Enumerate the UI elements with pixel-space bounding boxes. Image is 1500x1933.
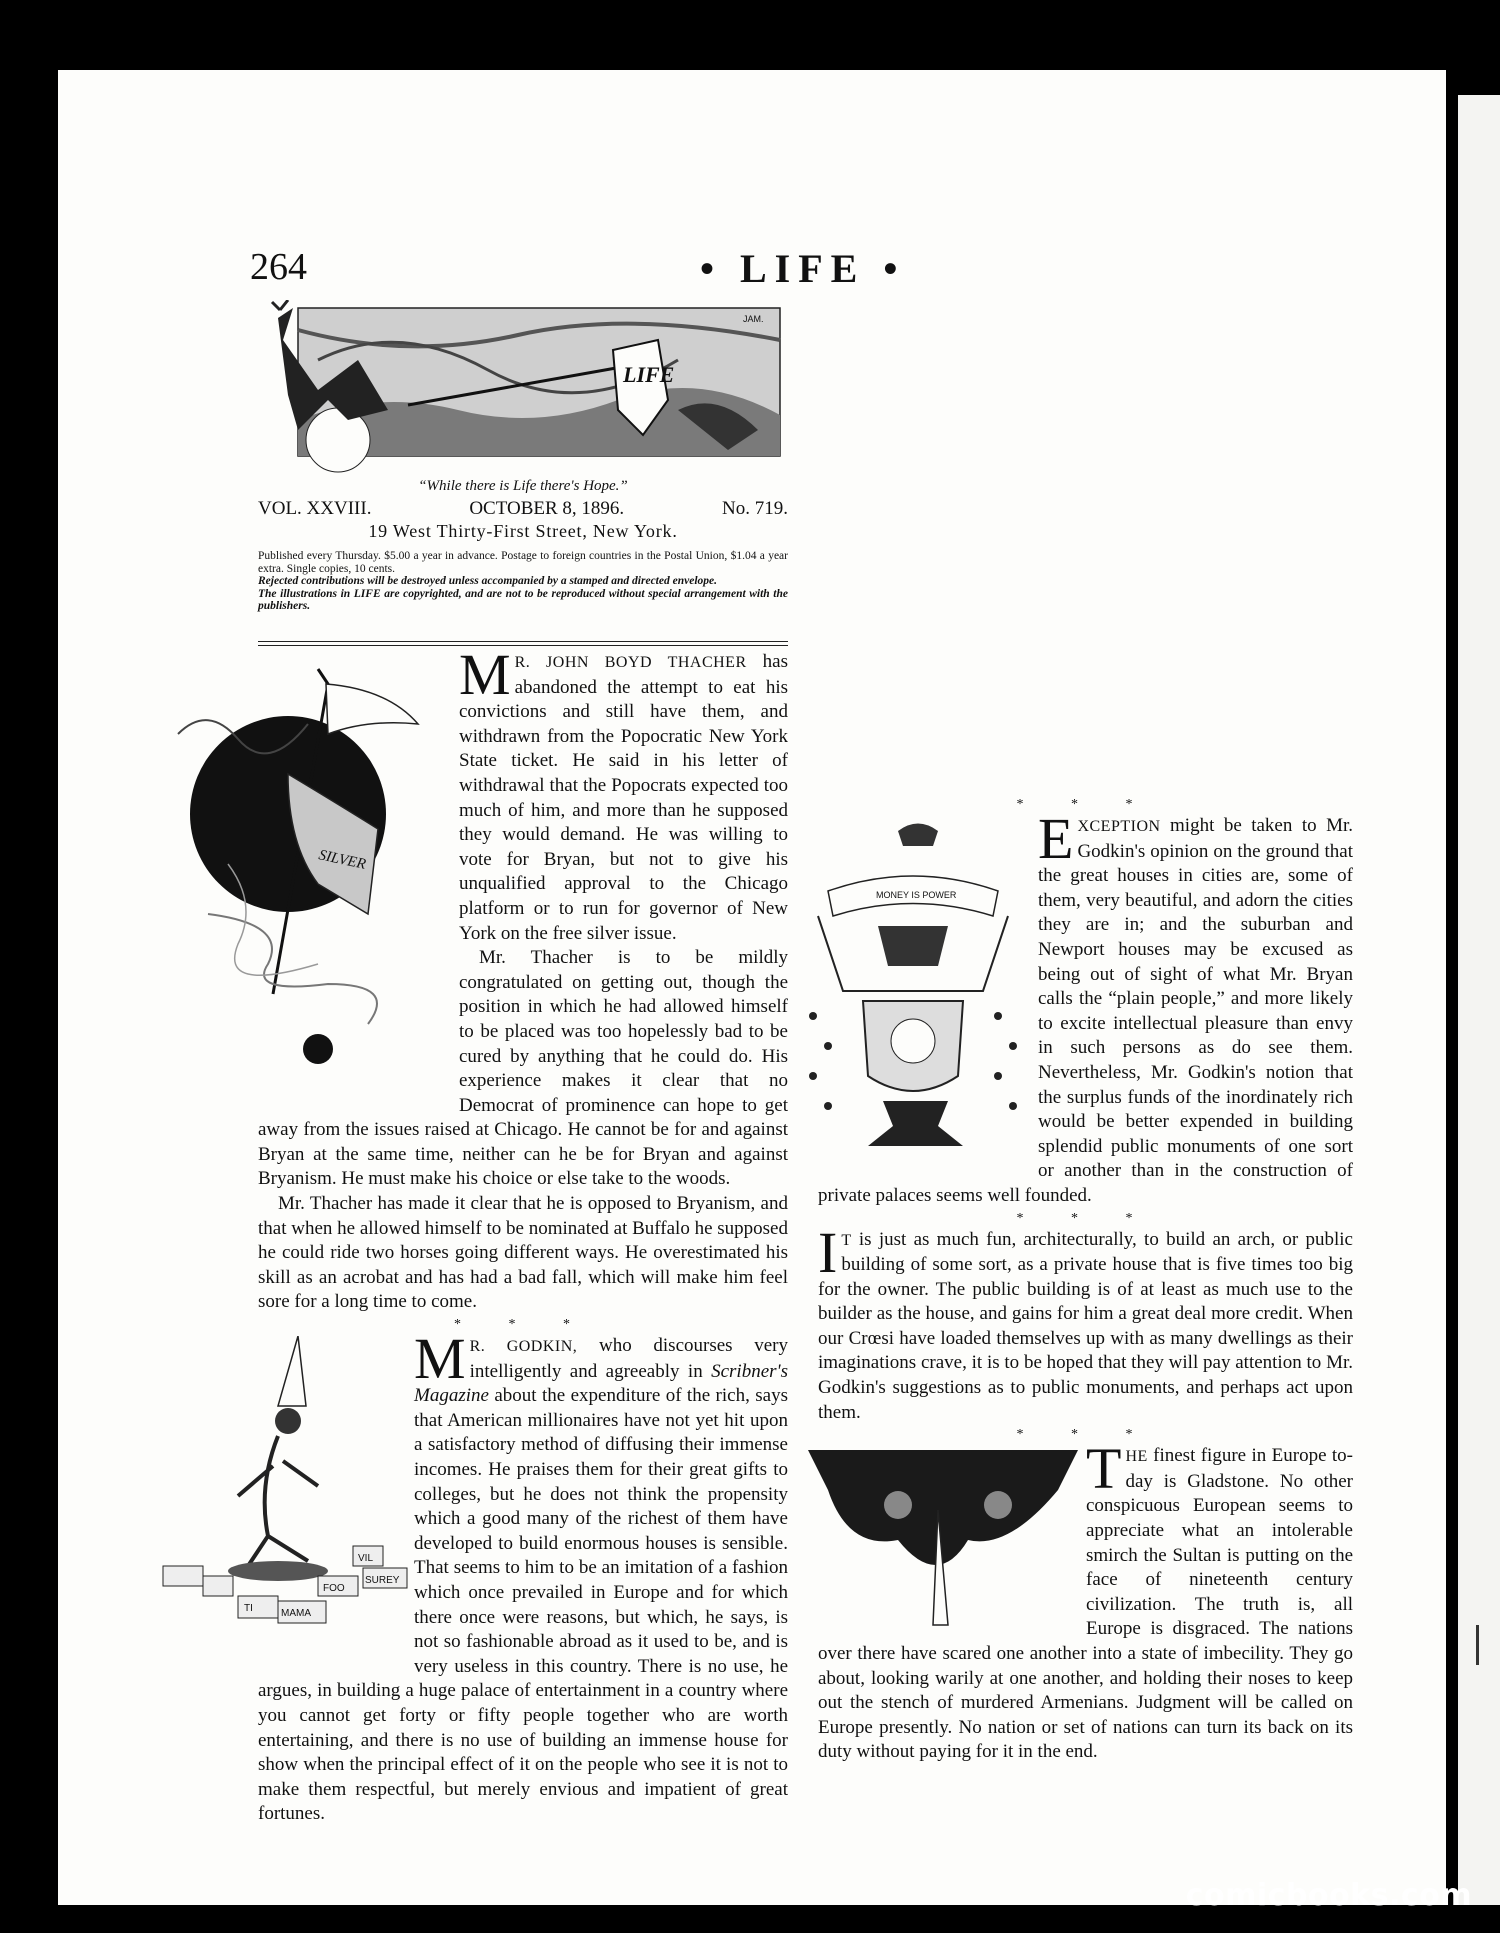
masthead-title: • LIFE • (700, 246, 906, 291)
section-separator: * * * (454, 1317, 592, 1333)
architecture-paragraph (818, 1219, 1353, 1426)
publication-notice (258, 550, 788, 613)
lead-in: XCEPTION (1077, 818, 1161, 835)
thacher-paragraph-3: Mr. Thacher has made it clear that he is opposed to Bryanism, and that when he allowed himself to be nominated at Buffalo he supposed he could ride two horses going different ways. He overestimated his skill as an acrobat and has had a bad fall, which will make him feel sore for a long time to come. (258, 1193, 788, 1313)
paragraph-text: finest figure in Europe to-day is Gladstone. No other conspicuous European seems to appreciate what an intolerable smirch the Sultan is putting on the face of nineteenth century civilization. The truth is, all Europe is disgraced. The nations over there have scared one another into a state of imbecility. They go about, looking warily at one another, and holding their noses to keep out the stench of murdered Armenians. Judgment will be called on Europe presently. No nation or set of nations can turn its back on its duty without paying for it in the end. (818, 1445, 1353, 1763)
page-number: 264 (250, 246, 307, 288)
money-is-power-illustration (798, 816, 1028, 1161)
block-label: VIL (358, 1553, 374, 1565)
contributions-notice: Rejected contributions will be destroyed unless accompanied by a stamped and directed envelope. (258, 575, 717, 587)
lead-in: HE (1125, 1448, 1148, 1466)
block-label: FOO (323, 1583, 345, 1595)
header-motto: “While there is Life there's Hope.” (418, 478, 628, 494)
section-separator: * * * (1016, 1210, 1155, 1226)
sword-illustration (808, 1450, 1078, 1635)
header-illustration (258, 300, 788, 475)
paragraph-text: who discourses very intelligently and agreeably in (469, 1335, 788, 1382)
paragraph-text: has abandoned the attempt to eat his convictions and still have them, and withdrawn from the Popocratic New York State ticket. He said in his letter of withdrawal that the Popocrats expected too much of him, and more than he supposed they would demand. He was willing to vote for Bryan, but not to give his unqualified approval to the Chicago platform or to run for governor of New York on the free silver issue. (459, 651, 788, 944)
block-label: SUREY (365, 1575, 400, 1587)
issue-number: No. 719. (722, 498, 788, 519)
facing-page-mark (1476, 1625, 1479, 1665)
issue-date: OCTOBER 8, 1896. (469, 498, 625, 519)
drop-cap: M (459, 642, 511, 707)
silver-flag-illustration (168, 664, 453, 1109)
watermark: comicbooks.com (1185, 1878, 1472, 1913)
banner-text: MONEY IS POWER (876, 890, 957, 900)
lead-in: R. JOHN BOYD THACHER (514, 654, 747, 671)
thacher-paragraph-2: Mr. Thacher is to be mildly congratulated on getting out, though the position in which he had allowed himself to be placed was too hopelessly bad to be cured by anything that he could do. His experience makes it clear that no Democrat of prominence can hope to get away from the issues raised at Chicago. He cannot be for and against Bryan at the same time, neither can he be for Bryan and against Bryanism. He must make his choice or else take to the woods. (258, 947, 788, 1190)
silver-flag-text: SILVER (317, 847, 368, 873)
subscription-notice: Published every Thursday. $5.00 a year in advance. Postage to foreign countries in the Postal Union, $1.04 a year extra. Single copies, 10 cents. (258, 550, 788, 575)
right-column (818, 795, 1353, 1765)
dunce-blocks-illustration (158, 1336, 408, 1666)
block-label: MAMA (281, 1608, 311, 1620)
paragraph-text: about the expenditure of the rich, says that American millionaires have not yet hit upon a satisfactory method of diffusing their immense incomes. He praises them for their great gifts to colleges, but he does not think the propensity which a good many of the richest of them have developed to build enormous houses is sensible. That seems to him to be an imitation of a fashion which once prevailed in Europe and for which there once were reasons, but which, he says, is not so fashionable abroad as it used to be, and is very useless in this country. There is no use, he argues, in building a huge palace of entertainment in a country where you cannot get forty or fifty people together who are worth entertaining, and there is no use of building an immense house for show when the principal effect of it on the people who see it is not to make them respectful, but merely envious and impatient of great fortunes. (258, 1385, 788, 1825)
lead-in: T (841, 1231, 852, 1249)
paragraph-text: might be taken to Mr. Godkin's opinion on the ground that the great houses in cities are, some of them, very beautiful, and adorn the cities they are in; and the suburban and Newport houses may be excused as being out of sight of what Mr. Bryan calls the “plain people,” and more likely to excite intellectual pleasure than envy in such persons as do see them. Nevertheless, Mr. Godkin's notion that the surplus funds of the inordinately rich would be better expended in building splendid public monuments of one sort or another than in the construction of private palaces seems well founded. (818, 815, 1353, 1206)
block-label: TI (244, 1603, 253, 1615)
header-signature: JAM. (743, 314, 764, 324)
header-rule (258, 645, 788, 646)
section-separator: * * * (1016, 1427, 1155, 1443)
copyright-notice: The illustrations in LIFE are copyrighted, and are not to be reproduced without special arrangement with the publishers. (258, 587, 788, 612)
volume-line (258, 498, 788, 520)
drop-cap: I (818, 1219, 838, 1285)
left-column (244, 642, 788, 1827)
drop-cap: E (1038, 806, 1074, 871)
drop-cap: M (414, 1326, 466, 1392)
header-shield-text: LIFE (623, 362, 675, 387)
magazine-title: Scribner's Magazine (414, 1360, 788, 1407)
section-separator: * * * (1016, 797, 1155, 812)
drop-cap: T (1086, 1436, 1122, 1502)
facing-page-edge (1458, 95, 1500, 1905)
lead-in: R. GODKIN, (469, 1338, 578, 1356)
publisher-address: 19 West Thirty-First Street, New York. (368, 521, 678, 541)
paragraph-text: is just as much fun, architecturally, to build an arch, or public building of some sort, as a private house that is five times too big for the owner. The public building is of at least as much use to the builder as the house, and gains for him a great deal more credit. When our Crœsi have loaded themselves up with as many dwellings as their imaginations crave, it is to be hoped that they will pay attention to Mr. Godkin's suggestions as to public monuments, and perhaps act upon them. (818, 1228, 1353, 1423)
volume-number: VOL. XXVIII. (258, 498, 372, 519)
header-rule (258, 641, 788, 642)
